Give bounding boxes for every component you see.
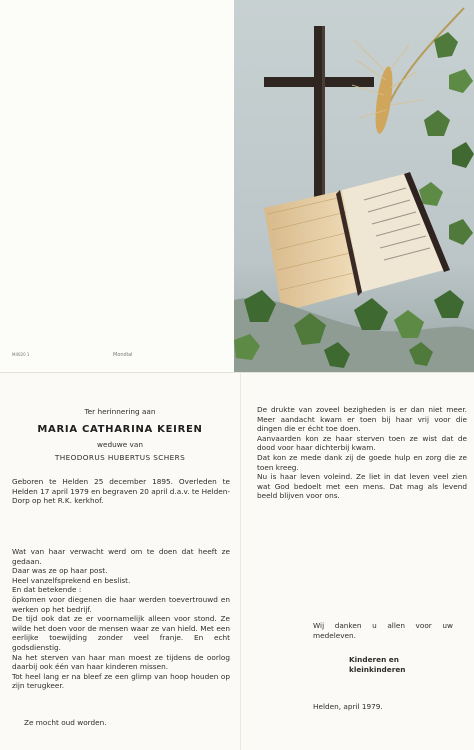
tribute-line: De tijd ook dat ze er voornamelijk alleen voor stond. Ze wilde het doen voor de mensen waar ze van hield. Met een eerlijke toewijding zonder veel franje. En echt godsdienstig. [12,614,230,652]
tribute-line: Wat van haar verwacht werd om te doen dat heeft ze gedaan. [12,547,230,566]
signature: Kinderen en kleinkinderen [349,655,406,674]
place-date: Helden, april 1979. [313,702,383,711]
tribute-text [12,547,230,691]
card-inner-right [241,373,474,750]
tribute-line: Tot heel lang er na bleef ze een glimp van hoop houden op zijn terugkeer. [12,671,230,691]
reflection-text [257,405,467,501]
thanks-text: Wij danken u allen voor uw medeleven. [313,621,453,640]
memorial-photo [234,0,474,372]
card-inner-left [0,373,240,750]
widow-of-label: weduwe van [97,440,143,449]
tribute-line: Daar was ze op haar post. [12,566,108,576]
tribute-line: Na het sterven van haar man moest ze tijdens de oorlog daarbij ook één van haar kinderen missen. [12,652,230,672]
deceased-name: MARIA CATHARINA KEIREN [37,424,203,435]
closing-line: Ze mocht oud worden. [24,718,107,727]
reflection-paragraph: Dat kon ze mede dank zij de goede hulp en zorg die ze toen kreeg. [257,452,467,472]
reflection-paragraph: De drukte van zoveel bezigheden is er dan niet meer. Meer aandacht kwam er toen bij haar vrij voor die dingen die er écht toe doen. [257,405,467,434]
tribute-line: Heel vanzelfsprekend en beslist. [12,575,131,585]
tribute-line: öpkomen voor diegenen die haar werden toevertrouwd en werken op het bedrijf. [12,594,230,614]
reflection-paragraph: Aanvaarden kon ze haar sterven toen ze wist dat de dood voor haar dichterbij kwam. [257,433,467,453]
reflection-paragraph: Nu is haar leven voleind. Ze liet in dat leven veel zien wat God bedoelt met een mens. Dat mag als levend beeld blijven voor ons. [257,472,467,501]
imprint-code: M4020 1 [12,352,30,357]
birth-death-details: Geboren te Helden 25 december 1895. Overleden te Helden 17 april 1979 en begraven 20 april d.a.v. te Helden-Dorp op het R.K. kerkhof. [12,477,230,506]
husband-name: THEODORUS HUBERTUS SCHERS [54,453,186,462]
card-cover-blank [0,0,234,372]
in-memory-heading: Ter herinnering aan [84,407,156,416]
cross-bible-wheat-illustration [234,0,474,372]
imprint-brand: Mondial [113,352,133,358]
tribute-line: En dat betekende : [12,585,82,595]
